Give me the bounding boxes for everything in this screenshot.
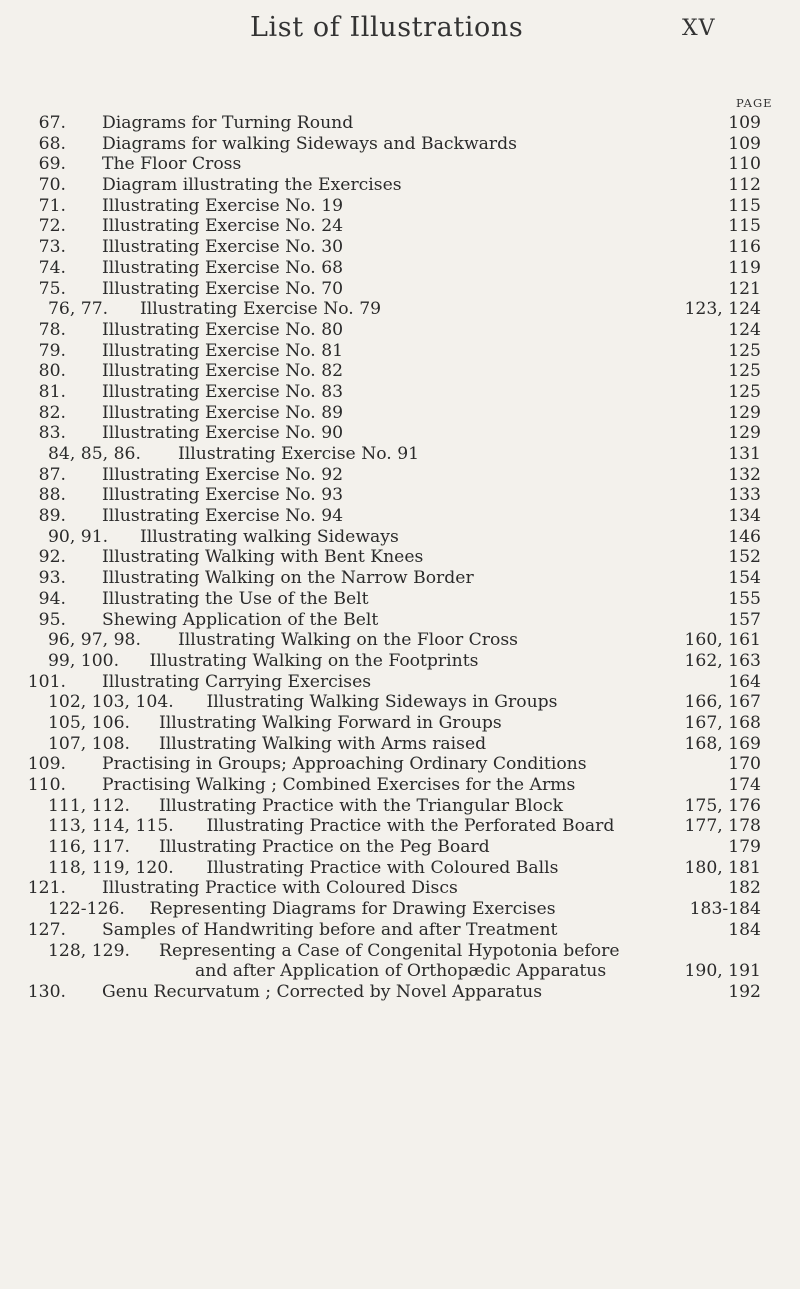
page-number: 134 (728, 506, 761, 527)
list-item (0, 651, 800, 672)
illustration-title (102, 361, 662, 382)
illustration-title-text: Illustrating Exercise No. 94 (102, 506, 344, 527)
illustration-title-text: Illustrating Exercise No. 68 (102, 257, 344, 278)
list-item (0, 775, 800, 796)
figure-number: 113, 114, 115. (48, 816, 174, 837)
page-number: 184 (728, 919, 761, 940)
page-number: 180, 181 (684, 857, 761, 878)
figure-number: 83. (38, 423, 66, 444)
page-number: 168, 169 (684, 733, 761, 754)
illustration-title-text: Illustrating Practice with the Perforated Board (206, 816, 615, 837)
illustration-title (102, 196, 662, 217)
page-number: 125 (728, 361, 761, 382)
figure-number: 96, 97, 98. (48, 630, 141, 651)
page-column-heading: PAGE (736, 96, 773, 110)
list-item (0, 134, 800, 155)
page-number: 124 (728, 319, 761, 340)
illustration-title (102, 610, 662, 631)
list-item (0, 506, 800, 527)
list-item (0, 444, 800, 465)
figure-number: 75. (38, 278, 66, 299)
list-item (0, 465, 800, 486)
illustration-title (102, 589, 662, 610)
illustration-title (102, 775, 662, 796)
figure-number: 73. (38, 237, 66, 258)
page-number: 129 (728, 402, 761, 423)
illustration-title (102, 258, 662, 279)
list-item (0, 320, 800, 341)
figure-number: 84, 85, 86. (48, 444, 141, 464)
figure-number: 79. (38, 340, 66, 361)
illustration-title-text: Illustrating Practice on the Peg Board (159, 837, 490, 858)
illustration-title (102, 175, 662, 196)
illustration-title-text: Illustrating Exercise No. 93 (102, 485, 344, 506)
illustration-title-text: Illustrating Exercise No. 90 (102, 423, 344, 444)
illustration-title-text: Illustrating walking Sideways (140, 526, 399, 547)
illustration-title-text: Illustrating Exercise No. 82 (102, 361, 344, 382)
illustration-title-text: Practising in Groups; Approaching Ordinary Conditions (102, 754, 587, 775)
illustration-title-text: Illustrating Exercise No. 89 (102, 402, 344, 423)
illustrations-list (0, 113, 800, 1003)
figure-number: 109. (27, 754, 66, 775)
list-item (0, 796, 800, 817)
figure-number: 71. (38, 195, 66, 216)
figure-number: 122-126. (48, 899, 125, 920)
list-item (0, 258, 800, 279)
illustration-title (102, 568, 662, 589)
page-number: 131 (728, 444, 761, 464)
illustration-title (102, 279, 662, 300)
illustration-title (150, 899, 710, 920)
illustration-title-text: Illustrating Walking on the Narrow Border (102, 568, 474, 589)
figure-number: 128, 129. (48, 940, 131, 961)
list-item (0, 816, 800, 837)
illustration-title (140, 527, 700, 548)
page-number: 109 (728, 133, 761, 154)
illustration-title (102, 672, 662, 693)
figure-number: 88. (38, 485, 66, 506)
illustration-title (102, 878, 662, 899)
page-number: 132 (728, 464, 761, 485)
list-item (0, 878, 800, 899)
figure-number: 68. (38, 133, 66, 154)
page-number: 164 (728, 671, 761, 692)
page-number: 157 (728, 609, 761, 630)
page-number: 110 (728, 154, 761, 175)
illustration-title-text: Illustrating Carrying Exercises (102, 671, 372, 692)
figure-number: 102, 103, 104. (48, 692, 174, 713)
page-number: 115 (728, 195, 761, 216)
illustration-title (102, 485, 662, 506)
illustration-title (102, 506, 662, 527)
page-folio: XV (682, 16, 716, 41)
list-item (0, 899, 800, 920)
list-item (0, 754, 800, 775)
figure-number: 95. (38, 609, 66, 630)
figure-number: 130. (27, 981, 66, 1002)
page-number: 162, 163 (684, 650, 761, 671)
list-item (0, 237, 800, 258)
page-number: 182 (728, 878, 761, 899)
illustration-title (102, 320, 662, 341)
page-number: 146 (728, 526, 761, 547)
list-item (0, 279, 800, 300)
page-number: 121 (728, 278, 761, 299)
figure-number: 110. (27, 775, 66, 795)
illustration-title-text: Illustrating Exercise No. 30 (102, 237, 344, 258)
figure-number: 78. (38, 319, 66, 340)
figure-number: 121. (27, 878, 66, 899)
page-number: 116 (728, 237, 761, 258)
illustration-title-text: Samples of Handwriting before and after Treatment (102, 919, 558, 940)
illustration-title-text: Illustrating Exercise No. 24 (102, 216, 344, 237)
list-item (0, 982, 800, 1003)
page-number: 160, 161 (684, 630, 761, 651)
list-item (0, 630, 800, 651)
illustration-title-text: Illustrating Walking on the Footprints (149, 650, 479, 671)
page-number: 175, 176 (684, 795, 761, 816)
illustration-title (150, 651, 710, 672)
illustration-title-text: Illustrating Walking Forward in Groups (159, 712, 502, 733)
list-item (0, 610, 800, 631)
list-item (0, 547, 800, 568)
page-number: 125 (728, 340, 761, 361)
illustration-title (140, 299, 700, 320)
page-number: 174 (728, 775, 761, 795)
list-item (0, 672, 800, 693)
illustration-title-text: Illustrating Practice with Coloured Discs (102, 878, 458, 899)
illustration-title-text: Practising Walking ; Combined Exercises for the Arms (102, 775, 576, 795)
list-item (0, 382, 800, 403)
page-number: 167, 168 (684, 712, 761, 733)
illustration-title-text: Diagram illustrating the Exercises (102, 175, 402, 196)
illustration-title (102, 403, 662, 424)
list-item (0, 423, 800, 444)
page-number: 190, 191 (684, 961, 761, 982)
page-number: 119 (728, 257, 761, 278)
illustration-title-text: Representing a Case of Congenital Hypotonia before (159, 940, 620, 961)
running-head: List of Illustrations (250, 12, 524, 43)
list-item (0, 361, 800, 382)
illustration-title-text: Illustrating Walking with Arms raised (159, 733, 487, 754)
illustration-title (102, 341, 662, 362)
illustration-title-text: Representing Diagrams for Drawing Exercises (149, 899, 556, 920)
figure-number: 74. (38, 257, 66, 278)
figure-number: 116, 117. (48, 837, 131, 858)
illustration-title (102, 423, 662, 444)
illustration-title-text: Diagrams for Turning Round (102, 113, 354, 133)
page-number: 115 (728, 216, 761, 237)
list-item (0, 734, 800, 755)
figure-number: 94. (38, 588, 66, 609)
figure-number: 81. (38, 381, 66, 402)
illustration-title-text: Diagrams for walking Sideways and Backwards (102, 133, 517, 154)
figure-number: 76, 77. (48, 299, 109, 320)
page-number: 125 (728, 381, 761, 402)
page-number: 166, 167 (684, 692, 761, 713)
illustration-title (102, 465, 662, 486)
page-number: 179 (728, 837, 761, 858)
list-item (0, 113, 800, 134)
illustration-title (102, 754, 662, 775)
list-item (0, 941, 800, 982)
illustration-title (102, 113, 662, 134)
figure-number: 69. (38, 154, 66, 175)
illustration-title-text: Illustrating Exercise No. 91 (178, 444, 420, 464)
illustration-title-text: Shewing Application of the Belt (102, 609, 379, 630)
page-number: 183-184 (689, 899, 761, 920)
list-item (0, 154, 800, 175)
list-item (0, 527, 800, 548)
list-item (0, 175, 800, 196)
illustration-title-text: Illustrating Exercise No. 83 (102, 381, 344, 402)
figure-number: 105, 106. (48, 712, 131, 733)
list-item (0, 299, 800, 320)
figure-number: 107, 108. (48, 733, 131, 754)
list-item (0, 837, 800, 858)
illustration-title (102, 547, 662, 568)
page-number: 154 (728, 568, 761, 589)
page-number: 123, 124 (684, 299, 761, 320)
illustration-title-text: Illustrating Walking Sideways in Groups (206, 692, 558, 713)
figure-number: 93. (38, 568, 66, 589)
figure-number: 72. (38, 216, 66, 237)
illustration-title (102, 134, 662, 155)
figure-number: 118, 119, 120. (48, 857, 174, 878)
figure-number: 87. (38, 464, 66, 485)
page-number: 109 (728, 113, 761, 133)
illustration-title-text: Illustrating Walking on the Floor Cross (178, 630, 518, 651)
figure-number: 90, 91. (48, 526, 109, 547)
page-number: 152 (728, 547, 761, 568)
list-item (0, 341, 800, 362)
list-item (0, 196, 800, 217)
list-item (0, 568, 800, 589)
page-number: 155 (728, 588, 761, 609)
illustration-title-text: Illustrating Exercise No. 80 (102, 319, 344, 340)
page-number: 192 (728, 981, 761, 1002)
illustration-title (102, 920, 662, 941)
illustration-title-text: Illustrating Walking with Bent Knees (102, 547, 424, 568)
figure-number: 111, 112. (48, 795, 131, 816)
illustration-title-text: The Floor Cross (102, 154, 242, 175)
list-item (0, 485, 800, 506)
illustration-title (102, 216, 662, 237)
illustration-title-text: Illustrating Exercise No. 92 (102, 464, 344, 485)
figure-number: 82. (38, 402, 66, 423)
figure-number: 101. (27, 671, 66, 692)
figure-number: 92. (38, 547, 66, 568)
list-item (0, 692, 800, 713)
illustration-title (102, 237, 662, 258)
illustration-title-text: Illustrating Exercise No. 70 (102, 278, 344, 299)
list-item (0, 403, 800, 424)
figure-number: 127. (27, 919, 66, 940)
illustration-title-text: Illustrating Exercise No. 81 (102, 340, 344, 361)
list-item (0, 589, 800, 610)
illustration-title-text: Illustrating Practice with Coloured Balls (206, 857, 559, 878)
page-number: 133 (728, 485, 761, 506)
page-number: 129 (728, 423, 761, 444)
figure-number: 99, 100. (48, 650, 120, 671)
illustration-title (102, 982, 662, 1003)
illustration-title-text: Illustrating Exercise No. 79 (140, 299, 382, 320)
page-number: 177, 178 (684, 816, 761, 837)
illustration-title-text: Illustrating Practice with the Triangular Block (159, 795, 564, 816)
list-item (0, 920, 800, 941)
list-item (0, 713, 800, 734)
figure-number: 80. (38, 361, 66, 382)
figure-number: 67. (38, 113, 66, 133)
illustration-title-text: Illustrating Exercise No. 19 (102, 195, 344, 216)
page-number: 170 (728, 754, 761, 775)
page-number: 112 (728, 175, 761, 196)
list-item (0, 858, 800, 879)
illustration-title-text: Illustrating the Use of the Belt (102, 588, 369, 609)
illustration-title (102, 154, 662, 175)
figure-number: 70. (38, 175, 66, 196)
illustration-title-text: Genu Recurvatum ; Corrected by Novel Apparatus (102, 981, 543, 1002)
illustration-title (102, 382, 662, 403)
illustration-title-continued: and after Application of Orthopædic Apparatus (195, 961, 607, 982)
figure-number: 89. (38, 506, 66, 527)
list-item (0, 216, 800, 237)
